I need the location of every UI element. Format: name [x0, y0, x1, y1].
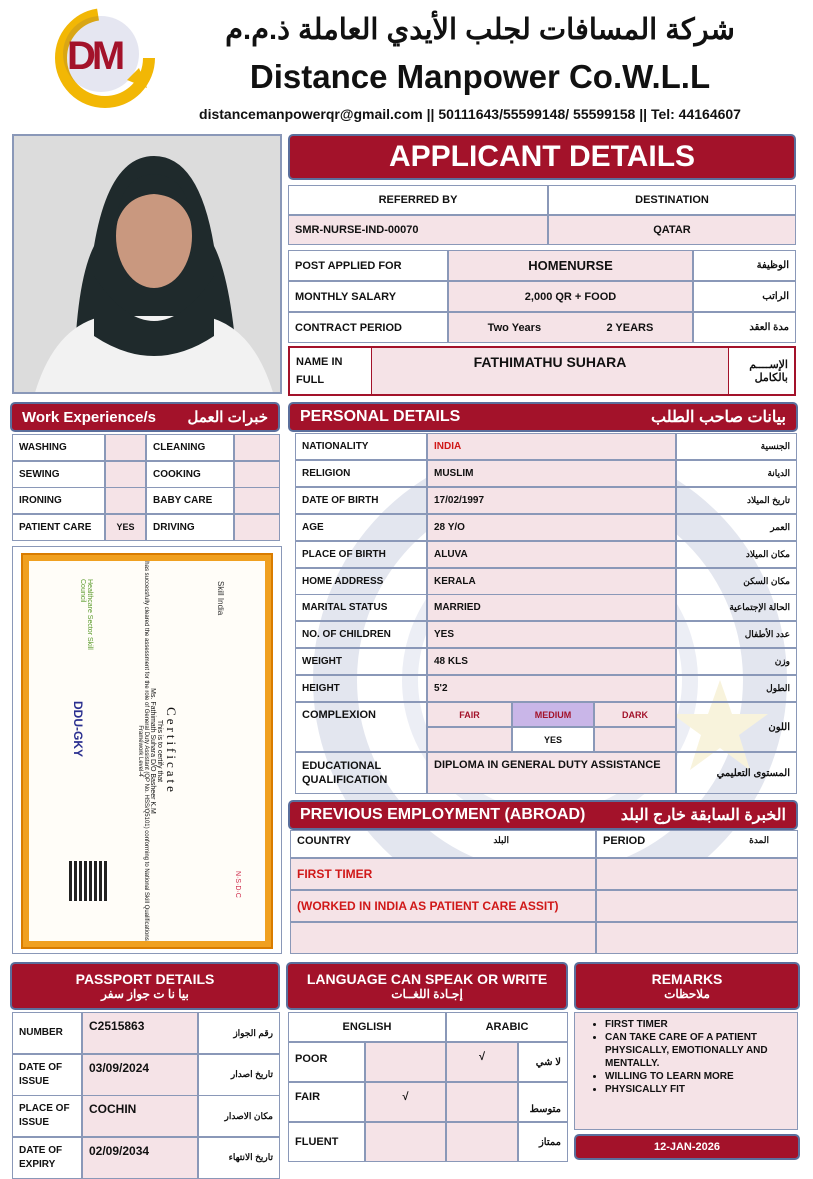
contract-label: CONTRACT PERIOD — [288, 312, 448, 343]
work-item-value — [234, 514, 280, 541]
work-item-label: DRIVING — [146, 514, 234, 541]
period-ar: المدة — [749, 835, 769, 845]
work-item-label: IRONING — [12, 487, 105, 514]
salary-label: MONTHLY SALARY — [288, 281, 448, 312]
lang-english-poor — [365, 1042, 446, 1082]
salary-ar: الراتب — [693, 281, 796, 312]
name-value: FATHIMATHU SUHARA — [372, 348, 728, 394]
passport-label: NUMBER — [12, 1012, 82, 1054]
previous-period — [596, 922, 798, 954]
previous-title-ar: الخبرة السابقة خارج البلد — [620, 807, 786, 824]
remarks-header — [574, 962, 800, 1010]
work-item-value — [105, 487, 146, 514]
remarks-title: REMARKS — [651, 971, 723, 987]
lang-fair-label: FAIR — [288, 1082, 365, 1122]
ref-code: SMR-NURSE-IND-00070 — [288, 215, 548, 245]
work-item-label: COOKING — [146, 461, 234, 488]
passport-value: 02/09/2034 — [82, 1137, 198, 1179]
passport-ar: مكان الاصدار — [198, 1095, 280, 1137]
previous-period — [596, 890, 798, 922]
education-ar: المستوى التعليمي — [676, 752, 797, 794]
contract-value1: Two Years — [487, 321, 542, 334]
company-english-name: Distance Manpower Co.W.L.L — [249, 58, 711, 95]
education-label: EDUCATIONAL QUALIFICATION — [295, 752, 427, 794]
personal-label: HEIGHT — [295, 675, 427, 702]
education-value: DIPLOMA IN GENERAL DUTY ASSISTANCE — [427, 752, 676, 794]
personal-label: MARITAL STATUS — [295, 594, 427, 621]
lang-poor-ar: لا شي — [518, 1042, 568, 1082]
passport-value: COCHIN — [82, 1095, 198, 1137]
lang-fluent-ar: ممتاز — [518, 1122, 568, 1162]
personal-label: AGE — [295, 514, 427, 541]
country-label: COUNTRY — [297, 835, 351, 847]
previous-employment-header — [288, 800, 798, 830]
personal-label: PLACE OF BIRTH — [295, 541, 427, 568]
work-item-label: PATIENT CARE — [12, 514, 105, 541]
complexion-label: COMPLEXION — [295, 702, 427, 752]
passport-label: DATE OF ISSUE — [12, 1054, 82, 1096]
post-ar: الوظيفة — [693, 250, 796, 281]
work-title-ar: خبرات العمل — [187, 409, 268, 426]
personal-label: NO. OF CHILDREN — [295, 621, 427, 648]
country-header — [290, 830, 596, 858]
complexion-ar: اللون — [676, 702, 797, 752]
personal-ar: مكان السكن — [676, 568, 797, 595]
remark-item: • FIRST TIMER — [605, 1018, 792, 1031]
certificate-frame — [12, 546, 282, 954]
certificate-body: has successfully cleared the assessment for the role of General Duty Assistant (QP No. HSS/Q5101) conforming to National Skill Qualifications Framework Level-4 — [137, 561, 149, 941]
work-item-label: BABY CARE — [146, 487, 234, 514]
certificate-text — [119, 506, 179, 996]
page-title: APPLICANT DETAILS — [288, 134, 796, 180]
company-arabic-name: شركة المسافات لجلب الأيدي العاملة ذ.م.م — [225, 14, 735, 46]
name-label: NAME IN FULL — [290, 348, 372, 394]
lang-fair-ar: متوسط — [518, 1082, 568, 1122]
previous-period — [596, 858, 798, 890]
personal-value: INDIA — [427, 433, 676, 460]
complexion-dark: DARK — [594, 702, 676, 727]
personal-title: PERSONAL DETAILS — [300, 408, 461, 425]
personal-ar: عدد الأطفال — [676, 621, 797, 648]
personal-ar: العمر — [676, 514, 797, 541]
council-label: Healthcare Sector Skill Council — [79, 579, 93, 650]
personal-ar: وزن — [676, 648, 797, 675]
lang-english: ENGLISH — [288, 1012, 446, 1042]
complexion-dark-value — [594, 727, 676, 752]
work-item-label: SEWING — [12, 461, 105, 488]
personal-value: MARRIED — [427, 594, 676, 621]
language-title: LANGUAGE CAN SPEAK OR WRITE — [306, 971, 548, 987]
country-ar: البلد — [493, 835, 509, 845]
salary-value: 2,000 QR + FOOD — [448, 281, 693, 312]
complexion-fair-value — [427, 727, 512, 752]
work-title: Work Experience/s — [22, 408, 156, 426]
name-ar: الإســــم بالكامل — [728, 348, 794, 394]
work-item-value — [105, 461, 146, 488]
personal-label: NATIONALITY — [295, 433, 427, 460]
passport-label: DATE OF EXPIRY — [12, 1137, 82, 1179]
remarks-title-ar: ملاحظات — [664, 987, 710, 1001]
personal-label: RELIGION — [295, 460, 427, 487]
lang-english-fluent — [365, 1122, 446, 1162]
destination-label: DESTINATION — [548, 185, 796, 215]
work-item-value — [234, 487, 280, 514]
personal-value: 17/02/1997 — [427, 487, 676, 514]
lang-english-fair: √ — [365, 1082, 446, 1122]
skill-india-label: Skill India — [216, 581, 225, 616]
applicant-photo — [12, 134, 282, 394]
certificate-intro: This is to certify that — [156, 719, 163, 783]
post-value: HOMENURSE — [448, 250, 693, 281]
nsdc-logo: N·S·D·C — [234, 871, 241, 898]
passport-ar: تاريخ الانتهاء — [198, 1137, 280, 1179]
remark-item: • WILLING TO LEARN MORE — [605, 1070, 792, 1083]
language-header — [286, 962, 568, 1010]
personal-value: ALUVA — [427, 541, 676, 568]
passport-ar: تاريخ اصدار — [198, 1054, 280, 1096]
personal-value: 48 KLS — [427, 648, 676, 675]
destination-value: QATAR — [548, 215, 796, 245]
previous-country: FIRST TIMER — [290, 858, 596, 890]
contract-ar: مدة العقد — [693, 312, 796, 343]
complexion-fair: FAIR — [427, 702, 512, 727]
work-item-value: YES — [105, 514, 146, 541]
passport-value: 03/09/2024 — [82, 1054, 198, 1096]
certificate-name: Ms. Fathimath Suhara D/O Basheer K.M — [149, 688, 156, 814]
previous-country: (WORKED IN INDIA AS PATIENT CARE ASSIT) — [290, 890, 596, 922]
certificate-border — [23, 555, 271, 947]
personal-value: KERALA — [427, 568, 676, 595]
passport-title-ar: بيا نا ت جواز سفر — [101, 987, 189, 1001]
period-header — [596, 830, 798, 858]
personal-ar: الجنسية — [676, 433, 797, 460]
remarks-date: 12-JAN-2026 — [574, 1134, 800, 1160]
previous-country — [290, 922, 596, 954]
personal-ar: الطول — [676, 675, 797, 702]
work-item-label: CLEANING — [146, 434, 234, 461]
previous-title: PREVIOUS EMPLOYMENT (ABROAD) — [300, 806, 586, 823]
passport-title: PASSPORT DETAILS — [75, 971, 215, 987]
passport-header — [10, 962, 280, 1010]
complexion-medium-value: YES — [512, 727, 594, 752]
personal-value: YES — [427, 621, 676, 648]
referred-by-label: REFERRED BY — [288, 185, 548, 215]
passport-ar: رقم الجواز — [198, 1012, 280, 1054]
contract-value — [448, 312, 693, 343]
personal-label: HOME ADDRESS — [295, 568, 427, 595]
complexion-medium: MEDIUM — [512, 702, 594, 727]
lang-poor-label: POOR — [288, 1042, 365, 1082]
qr-code — [69, 861, 109, 901]
remark-item: • CAN TAKE CARE OF A PATIENT PHYSICALLY, EMOTIONALLY AND MENTALLY. — [605, 1031, 792, 1070]
work-item-label: WASHING — [12, 434, 105, 461]
remarks-list — [592, 1018, 792, 1096]
company-contact: distancemanpowerqr@gmail.com || 50111643/55599148/ 55599158 || Tel: 44164607 — [199, 106, 741, 122]
personal-title-ar: بيانات صاحب الطلب — [651, 409, 786, 426]
post-label: POST APPLIED FOR — [288, 250, 448, 281]
lang-arabic-fair — [446, 1082, 518, 1122]
certificate-title: Certificate — [164, 707, 179, 795]
personal-value: 28 Y/O — [427, 514, 676, 541]
passport-label: PLACE OF ISSUE — [12, 1095, 82, 1137]
work-item-value — [234, 434, 280, 461]
logo-letters: DM — [67, 34, 122, 78]
personal-value: 5'2 — [427, 675, 676, 702]
personal-label: WEIGHT — [295, 648, 427, 675]
language-title-ar: إجـادة اللغــات — [391, 987, 463, 1001]
lang-arabic-fluent — [446, 1122, 518, 1162]
work-item-value — [105, 434, 146, 461]
personal-value: MUSLIM — [427, 460, 676, 487]
company-logo — [45, 6, 165, 108]
work-experience-header — [10, 402, 280, 432]
personal-ar: الديانة — [676, 460, 797, 487]
personal-ar: مكان الميلاد — [676, 541, 797, 568]
remark-item: • PHYSICALLY FIT — [605, 1083, 792, 1096]
personal-label: DATE OF BIRTH — [295, 487, 427, 514]
personal-ar: تاريخ الميلاد — [676, 487, 797, 514]
work-item-value — [234, 461, 280, 488]
ddu-gky-logo: DDU-GKY — [71, 701, 85, 757]
contract-value2: 2 YEARS — [606, 321, 654, 334]
personal-details-header — [288, 402, 798, 432]
passport-value: C2515863 — [82, 1012, 198, 1054]
lang-arabic: ARABIC — [446, 1012, 568, 1042]
period-label: PERIOD — [603, 835, 646, 847]
lang-arabic-poor: √ — [446, 1042, 518, 1082]
lang-fluent-label: FLUENT — [288, 1122, 365, 1162]
personal-ar: الحالة الإجتماعية — [676, 594, 797, 621]
